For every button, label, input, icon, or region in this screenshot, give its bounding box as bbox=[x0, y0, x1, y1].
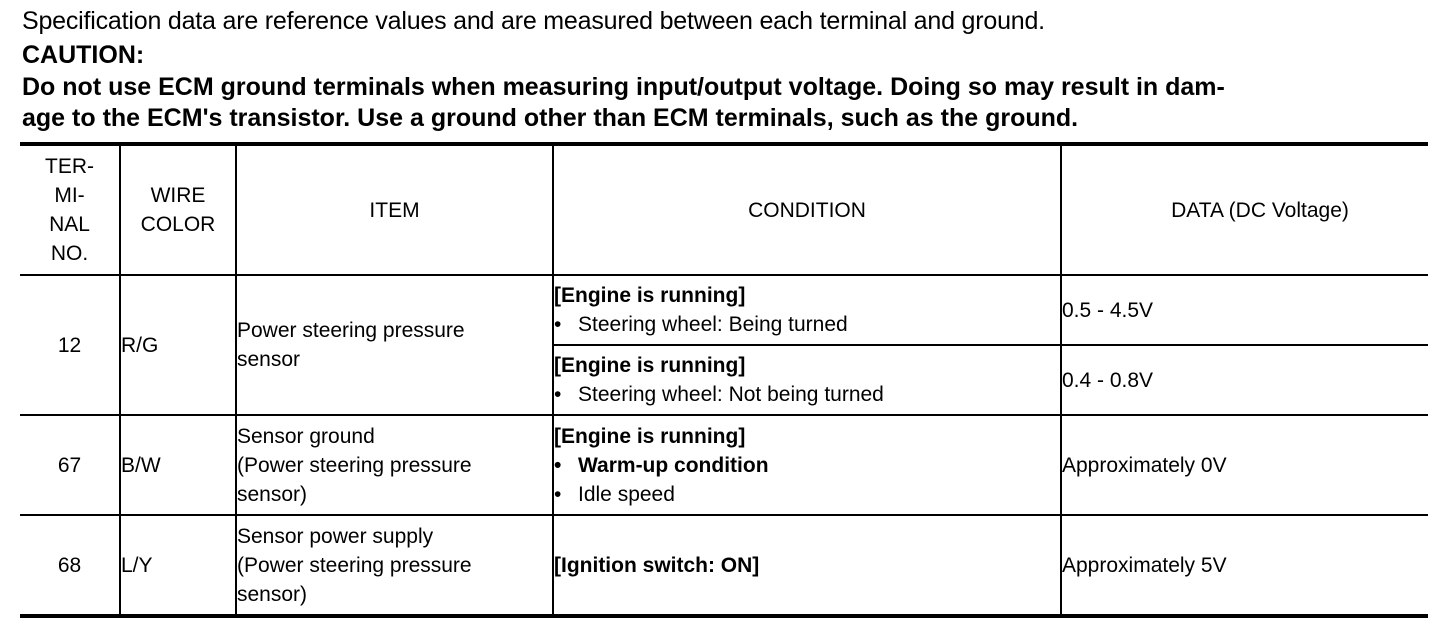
data-cell: 0.5 - 4.5V bbox=[1061, 275, 1428, 345]
data-cell: Approximately 5V bbox=[1061, 515, 1428, 616]
terminal-no-cell: 68 bbox=[20, 515, 120, 616]
header-data bbox=[1061, 144, 1428, 275]
bullet-text: Warm-up condition bbox=[578, 453, 769, 477]
condition-cell bbox=[553, 345, 1061, 415]
table-row bbox=[20, 415, 1428, 515]
item-cell bbox=[236, 275, 553, 415]
caution-line-2: age to the ECM's transistor. Use a ground other than ECM terminals, such as the ground. bbox=[22, 104, 1079, 132]
caution-line-1: Do not use ECM ground terminals when measuring input/output voltage. Doing so may result in dam- bbox=[22, 73, 1225, 101]
item-line: sensor bbox=[237, 348, 301, 371]
condition-heading: [Ignition switch: ON] bbox=[554, 553, 760, 577]
header-wire-line-2: COLOR bbox=[140, 213, 216, 236]
condition-bullet bbox=[554, 480, 1060, 509]
bullet-dot: • bbox=[554, 313, 562, 336]
condition-cell bbox=[553, 415, 1061, 515]
item-cell bbox=[236, 515, 553, 616]
wire-color-cell: B/W bbox=[120, 415, 236, 515]
header-terminal-line-4: NO. bbox=[50, 242, 89, 265]
condition-cell bbox=[553, 515, 1061, 616]
bullet-text: Steering wheel: Being turned bbox=[578, 313, 848, 336]
terminal-no-cell: 12 bbox=[20, 275, 120, 415]
header-terminal-no bbox=[20, 144, 120, 275]
data-cell: Approximately 0V bbox=[1061, 415, 1428, 515]
caution-title: CAUTION: bbox=[22, 41, 145, 69]
item-line: sensor) bbox=[237, 482, 308, 506]
table-row bbox=[20, 515, 1428, 616]
item-line: (Power steering pressure bbox=[237, 453, 472, 477]
condition-cell bbox=[553, 275, 1061, 345]
condition-heading: [Engine is running] bbox=[554, 424, 746, 448]
header-terminal-line-2: MI- bbox=[54, 184, 85, 207]
terminal-no-cell: 67 bbox=[20, 415, 120, 515]
item-line: Power steering pressure bbox=[237, 319, 465, 342]
item-line: (Power steering pressure bbox=[237, 553, 472, 577]
header-terminal-line-1: TER- bbox=[45, 155, 94, 178]
header-wire-color bbox=[120, 144, 236, 275]
bullet-text: Idle speed bbox=[578, 482, 675, 506]
condition-bullet bbox=[554, 451, 1060, 480]
bullet-dot: • bbox=[554, 383, 562, 406]
condition-heading: [Engine is running] bbox=[554, 354, 746, 377]
header-data-label: DATA (DC Voltage) bbox=[1171, 198, 1349, 222]
item-cell bbox=[236, 415, 553, 515]
bullet-dot: • bbox=[554, 453, 562, 477]
intro-text: Specification data are reference values and are measured between each terminal and ground. bbox=[22, 7, 1045, 35]
caution-body bbox=[22, 72, 1432, 134]
condition-bullet bbox=[554, 310, 1060, 339]
bullet-text: Steering wheel: Not being turned bbox=[578, 383, 884, 406]
wire-color-cell: R/G bbox=[120, 275, 236, 415]
header-terminal-line-3: NAL bbox=[49, 213, 90, 236]
table-row bbox=[20, 275, 1428, 345]
item-line: Sensor power supply bbox=[237, 524, 434, 548]
condition-heading: [Engine is running] bbox=[554, 284, 746, 307]
item-line: Sensor ground bbox=[237, 424, 375, 448]
terminal-spec-table bbox=[20, 142, 1428, 618]
bullet-dot: • bbox=[554, 482, 562, 506]
header-item: ITEM bbox=[236, 144, 553, 275]
header-condition: CONDITION bbox=[553, 144, 1061, 275]
header-row bbox=[20, 144, 1428, 275]
item-line: sensor) bbox=[237, 582, 308, 606]
header-wire-line-1: WIRE bbox=[150, 184, 206, 207]
condition-bullet bbox=[554, 380, 1060, 409]
data-cell: 0.4 - 0.8V bbox=[1061, 345, 1428, 415]
wire-color-cell: L/Y bbox=[120, 515, 236, 616]
